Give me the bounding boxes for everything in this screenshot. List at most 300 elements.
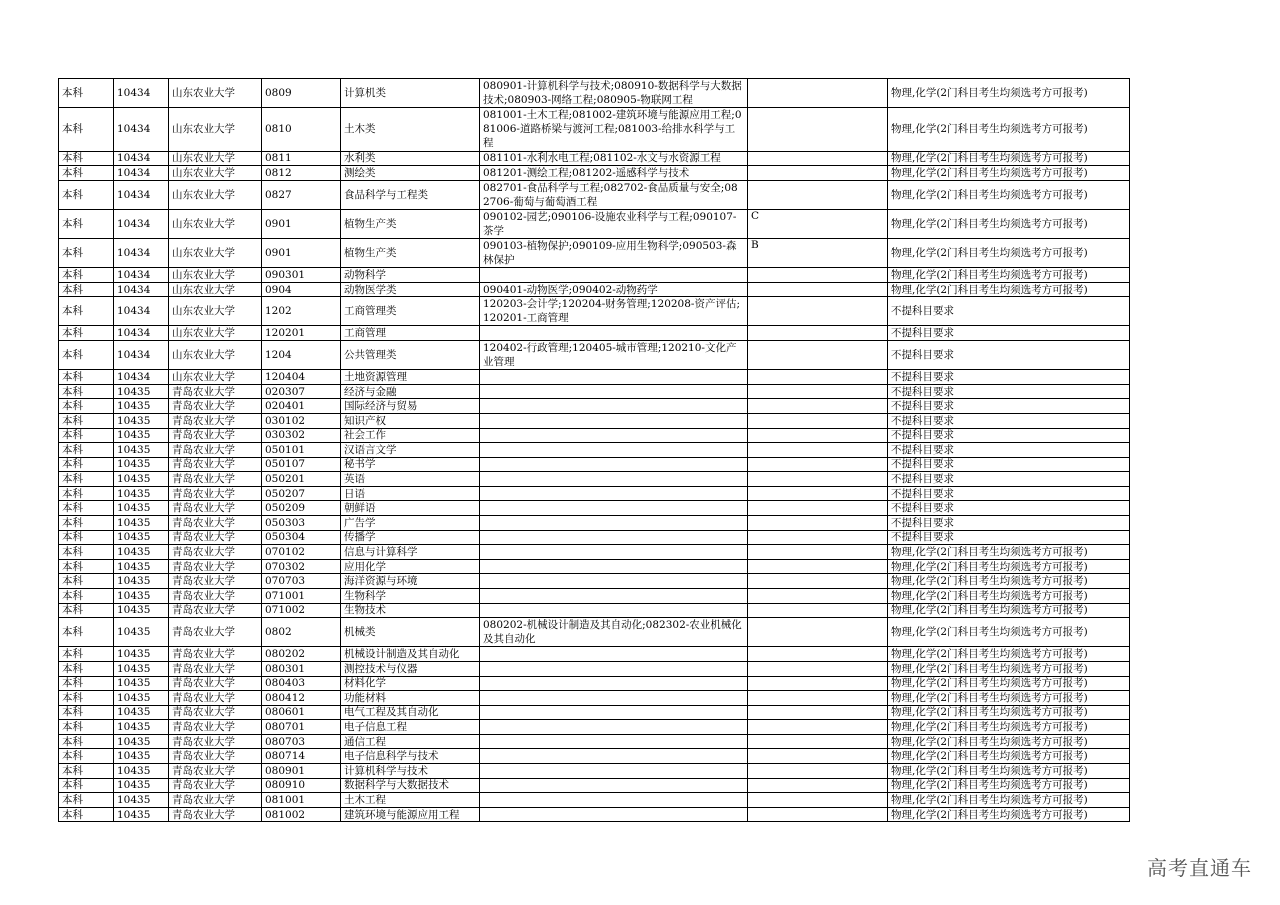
school-name-cell: 青岛农业大学 xyxy=(169,457,262,472)
note-cell xyxy=(748,341,888,370)
school-code-cell: 10435 xyxy=(114,807,169,822)
school-name-cell: 青岛农业大学 xyxy=(169,443,262,458)
level-cell: 本科 xyxy=(59,603,114,618)
school-name-cell: 青岛农业大学 xyxy=(169,413,262,428)
level-cell: 本科 xyxy=(59,282,114,297)
note-cell xyxy=(748,399,888,414)
major-name-cell: 生物技术 xyxy=(341,603,480,618)
major-name-cell: 国际经济与贸易 xyxy=(341,399,480,414)
major-code-cell: 1202 xyxy=(262,297,341,326)
included-majors-cell xyxy=(480,559,748,574)
school-name-cell: 青岛农业大学 xyxy=(169,676,262,691)
level-cell: 本科 xyxy=(59,793,114,808)
major-code-cell: 050304 xyxy=(262,530,341,545)
included-majors-cell: 081101-水利水电工程;081102-水文与水资源工程 xyxy=(480,151,748,166)
table-row xyxy=(59,151,1130,166)
major-code-cell: 020307 xyxy=(262,384,341,399)
subject-requirement-cell: 物理,化学(2门科目考生均须选考方可报考) xyxy=(888,618,1130,647)
subject-requirement-cell: 不提科目要求 xyxy=(888,530,1130,545)
school-code-cell: 10435 xyxy=(114,764,169,779)
school-name-cell: 青岛农业大学 xyxy=(169,486,262,501)
included-majors-cell xyxy=(480,428,748,443)
major-name-cell: 功能材料 xyxy=(341,691,480,706)
school-name-cell: 青岛农业大学 xyxy=(169,428,262,443)
table-row xyxy=(59,705,1130,720)
school-code-cell: 10435 xyxy=(114,778,169,793)
note-cell xyxy=(748,384,888,399)
major-code-cell: 070302 xyxy=(262,559,341,574)
school-name-cell: 青岛农业大学 xyxy=(169,749,262,764)
major-name-cell: 测绘类 xyxy=(341,166,480,181)
table-row xyxy=(59,545,1130,560)
table-row xyxy=(59,370,1130,385)
level-cell: 本科 xyxy=(59,457,114,472)
subject-requirement-cell: 不提科目要求 xyxy=(888,428,1130,443)
level-cell: 本科 xyxy=(59,749,114,764)
included-majors-cell xyxy=(480,749,748,764)
major-code-cell: 081001 xyxy=(262,793,341,808)
school-name-cell: 山东农业大学 xyxy=(169,166,262,181)
level-cell: 本科 xyxy=(59,297,114,326)
level-cell: 本科 xyxy=(59,764,114,779)
subject-requirement-cell: 物理,化学(2门科目考生均须选考方可报考) xyxy=(888,239,1130,268)
included-majors-cell xyxy=(480,778,748,793)
school-name-cell: 青岛农业大学 xyxy=(169,720,262,735)
note-cell xyxy=(748,574,888,589)
major-code-cell: 080202 xyxy=(262,647,341,662)
level-cell: 本科 xyxy=(59,778,114,793)
included-majors-cell xyxy=(480,793,748,808)
subject-requirement-cell: 物理,化学(2门科目考生均须选考方可报考) xyxy=(888,647,1130,662)
note-cell xyxy=(748,749,888,764)
level-cell: 本科 xyxy=(59,428,114,443)
level-cell: 本科 xyxy=(59,79,114,108)
note-cell xyxy=(748,545,888,560)
major-code-cell: 080910 xyxy=(262,778,341,793)
note-cell xyxy=(748,428,888,443)
included-majors-cell: 120402-行政管理;120405-城市管理;120210-文化产业管理 xyxy=(480,341,748,370)
major-code-cell: 080301 xyxy=(262,661,341,676)
included-majors-cell: 080202-机械设计制造及其自动化;082302-农业机械化及其自动化 xyxy=(480,618,748,647)
level-cell: 本科 xyxy=(59,559,114,574)
major-name-cell: 材料化学 xyxy=(341,676,480,691)
included-majors-cell: 090103-植物保护;090109-应用生物科学;090503-森林保护 xyxy=(480,239,748,268)
school-name-cell: 青岛农业大学 xyxy=(169,589,262,604)
table-row xyxy=(59,793,1130,808)
school-code-cell: 10435 xyxy=(114,793,169,808)
level-cell: 本科 xyxy=(59,399,114,414)
note-cell xyxy=(748,501,888,516)
school-code-cell: 10435 xyxy=(114,574,169,589)
note-cell xyxy=(748,589,888,604)
admission-requirements-table xyxy=(58,78,1130,822)
subject-requirement-cell: 不提科目要求 xyxy=(888,384,1130,399)
major-name-cell: 工商管理 xyxy=(341,326,480,341)
table-row xyxy=(59,399,1130,414)
level-cell: 本科 xyxy=(59,413,114,428)
included-majors-cell xyxy=(480,501,748,516)
subject-requirement-cell: 物理,化学(2门科目考生均须选考方可报考) xyxy=(888,559,1130,574)
major-code-cell: 080714 xyxy=(262,749,341,764)
school-name-cell: 青岛农业大学 xyxy=(169,603,262,618)
major-code-cell: 081002 xyxy=(262,807,341,822)
level-cell: 本科 xyxy=(59,618,114,647)
school-name-cell: 青岛农业大学 xyxy=(169,691,262,706)
note-cell xyxy=(748,297,888,326)
major-code-cell: 080412 xyxy=(262,691,341,706)
table-row xyxy=(59,472,1130,487)
level-cell: 本科 xyxy=(59,647,114,662)
major-name-cell: 工商管理类 xyxy=(341,297,480,326)
school-name-cell: 青岛农业大学 xyxy=(169,545,262,560)
note-cell xyxy=(748,720,888,735)
table-row xyxy=(59,268,1130,283)
school-code-cell: 10435 xyxy=(114,516,169,531)
level-cell: 本科 xyxy=(59,530,114,545)
level-cell: 本科 xyxy=(59,443,114,458)
included-majors-cell: 120203-会计学;120204-财务管理;120208-资产评估;120201-工商管理 xyxy=(480,297,748,326)
school-code-cell: 10434 xyxy=(114,166,169,181)
included-majors-cell xyxy=(480,647,748,662)
major-name-cell: 英语 xyxy=(341,472,480,487)
table-row xyxy=(59,676,1130,691)
school-code-cell: 10434 xyxy=(114,209,169,238)
included-majors-cell: 081201-测绘工程;081202-遥感科学与技术 xyxy=(480,166,748,181)
subject-requirement-cell: 不提科目要求 xyxy=(888,370,1130,385)
school-name-cell: 山东农业大学 xyxy=(169,341,262,370)
school-name-cell: 山东农业大学 xyxy=(169,151,262,166)
school-code-cell: 10435 xyxy=(114,603,169,618)
school-name-cell: 山东农业大学 xyxy=(169,239,262,268)
table-row xyxy=(59,79,1130,108)
subject-requirement-cell: 物理,化学(2门科目考生均须选考方可报考) xyxy=(888,676,1130,691)
school-code-cell: 10434 xyxy=(114,239,169,268)
school-code-cell: 10434 xyxy=(114,297,169,326)
major-name-cell: 电子信息工程 xyxy=(341,720,480,735)
note-cell xyxy=(748,647,888,662)
note-cell xyxy=(748,457,888,472)
subject-requirement-cell: 物理,化学(2门科目考生均须选考方可报考) xyxy=(888,268,1130,283)
note-cell xyxy=(748,530,888,545)
included-majors-cell xyxy=(480,516,748,531)
major-name-cell: 动物医学类 xyxy=(341,282,480,297)
major-name-cell: 日语 xyxy=(341,486,480,501)
level-cell: 本科 xyxy=(59,239,114,268)
school-name-cell: 青岛农业大学 xyxy=(169,793,262,808)
school-code-cell: 10435 xyxy=(114,618,169,647)
note-cell xyxy=(748,370,888,385)
included-majors-cell xyxy=(480,486,748,501)
table-row xyxy=(59,749,1130,764)
table-row xyxy=(59,647,1130,662)
major-code-cell: 030302 xyxy=(262,428,341,443)
school-code-cell: 10435 xyxy=(114,486,169,501)
level-cell: 本科 xyxy=(59,676,114,691)
subject-requirement-cell: 物理,化学(2门科目考生均须选考方可报考) xyxy=(888,807,1130,822)
table-row xyxy=(59,413,1130,428)
school-code-cell: 10435 xyxy=(114,720,169,735)
included-majors-cell xyxy=(480,443,748,458)
school-name-cell: 青岛农业大学 xyxy=(169,516,262,531)
included-majors-cell xyxy=(480,691,748,706)
note-cell xyxy=(748,676,888,691)
school-code-cell: 10435 xyxy=(114,384,169,399)
table-row xyxy=(59,691,1130,706)
major-name-cell: 测控技术与仪器 xyxy=(341,661,480,676)
school-code-cell: 10435 xyxy=(114,589,169,604)
major-code-cell: 050107 xyxy=(262,457,341,472)
school-code-cell: 10434 xyxy=(114,108,169,152)
subject-requirement-cell: 物理,化学(2门科目考生均须选考方可报考) xyxy=(888,209,1130,238)
major-name-cell: 建筑环境与能源应用工程 xyxy=(341,807,480,822)
included-majors-cell xyxy=(480,603,748,618)
major-code-cell: 050207 xyxy=(262,486,341,501)
school-code-cell: 10434 xyxy=(114,370,169,385)
included-majors-cell xyxy=(480,545,748,560)
school-name-cell: 山东农业大学 xyxy=(169,268,262,283)
school-name-cell: 青岛农业大学 xyxy=(169,764,262,779)
table-row xyxy=(59,574,1130,589)
included-majors-cell: 080901-计算机科学与技术;080910-数据科学与大数据技术;080903-网络工程;080905-物联网工程 xyxy=(480,79,748,108)
major-name-cell: 传播学 xyxy=(341,530,480,545)
table-row xyxy=(59,282,1130,297)
subject-requirement-cell: 物理,化学(2门科目考生均须选考方可报考) xyxy=(888,79,1130,108)
major-code-cell: 0802 xyxy=(262,618,341,647)
included-majors-cell xyxy=(480,370,748,385)
major-name-cell: 水利类 xyxy=(341,151,480,166)
school-name-cell: 青岛农业大学 xyxy=(169,384,262,399)
major-name-cell: 电气工程及其自动化 xyxy=(341,705,480,720)
major-code-cell: 080701 xyxy=(262,720,341,735)
note-cell xyxy=(748,151,888,166)
table-row xyxy=(59,486,1130,501)
table-row xyxy=(59,326,1130,341)
level-cell: 本科 xyxy=(59,516,114,531)
subject-requirement-cell: 物理,化学(2门科目考生均须选考方可报考) xyxy=(888,734,1130,749)
table-row xyxy=(59,589,1130,604)
school-name-cell: 青岛农业大学 xyxy=(169,647,262,662)
subject-requirement-cell: 物理,化学(2门科目考生均须选考方可报考) xyxy=(888,282,1130,297)
major-name-cell: 土木类 xyxy=(341,108,480,152)
table-row xyxy=(59,457,1130,472)
school-name-cell: 山东农业大学 xyxy=(169,297,262,326)
included-majors-cell: 081001-土木工程;081002-建筑环境与能源应用工程;081006-道路桥梁与渡河工程;081003-给排水科学与工程 xyxy=(480,108,748,152)
included-majors-cell xyxy=(480,268,748,283)
included-majors-cell xyxy=(480,705,748,720)
included-majors-cell xyxy=(480,326,748,341)
major-code-cell: 0811 xyxy=(262,151,341,166)
level-cell: 本科 xyxy=(59,384,114,399)
school-code-cell: 10434 xyxy=(114,79,169,108)
note-cell xyxy=(748,764,888,779)
subject-requirement-cell: 物理,化学(2门科目考生均须选考方可报考) xyxy=(888,589,1130,604)
note-cell xyxy=(748,691,888,706)
note-cell xyxy=(748,778,888,793)
level-cell: 本科 xyxy=(59,268,114,283)
table-row xyxy=(59,720,1130,735)
major-code-cell: 080601 xyxy=(262,705,341,720)
level-cell: 本科 xyxy=(59,734,114,749)
table-row xyxy=(59,603,1130,618)
school-code-cell: 10434 xyxy=(114,341,169,370)
subject-requirement-cell: 不提科目要求 xyxy=(888,457,1130,472)
table-row xyxy=(59,734,1130,749)
level-cell: 本科 xyxy=(59,472,114,487)
included-majors-cell xyxy=(480,384,748,399)
included-majors-cell xyxy=(480,399,748,414)
school-name-cell: 青岛农业大学 xyxy=(169,501,262,516)
note-cell xyxy=(748,603,888,618)
level-cell: 本科 xyxy=(59,691,114,706)
school-code-cell: 10435 xyxy=(114,443,169,458)
level-cell: 本科 xyxy=(59,720,114,735)
school-name-cell: 青岛农业大学 xyxy=(169,661,262,676)
school-code-cell: 10435 xyxy=(114,545,169,560)
school-name-cell: 青岛农业大学 xyxy=(169,530,262,545)
school-code-cell: 10434 xyxy=(114,180,169,209)
major-code-cell: 080403 xyxy=(262,676,341,691)
major-code-cell: 020401 xyxy=(262,399,341,414)
table-row xyxy=(59,778,1130,793)
included-majors-cell xyxy=(480,413,748,428)
school-name-cell: 青岛农业大学 xyxy=(169,618,262,647)
table-row xyxy=(59,501,1130,516)
table-row xyxy=(59,559,1130,574)
subject-requirement-cell: 物理,化学(2门科目考生均须选考方可报考) xyxy=(888,545,1130,560)
subject-requirement-cell: 不提科目要求 xyxy=(888,486,1130,501)
subject-requirement-cell: 物理,化学(2门科目考生均须选考方可报考) xyxy=(888,778,1130,793)
major-code-cell: 0901 xyxy=(262,239,341,268)
school-name-cell: 青岛农业大学 xyxy=(169,559,262,574)
subject-requirement-cell: 物理,化学(2门科目考生均须选考方可报考) xyxy=(888,180,1130,209)
included-majors-cell xyxy=(480,457,748,472)
subject-requirement-cell: 不提科目要求 xyxy=(888,413,1130,428)
major-name-cell: 计算机科学与技术 xyxy=(341,764,480,779)
major-name-cell: 电子信息科学与技术 xyxy=(341,749,480,764)
table-body xyxy=(59,79,1130,822)
major-name-cell: 数据科学与大数据技术 xyxy=(341,778,480,793)
subject-requirement-cell: 不提科目要求 xyxy=(888,399,1130,414)
level-cell: 本科 xyxy=(59,180,114,209)
major-code-cell: 071001 xyxy=(262,589,341,604)
note-cell xyxy=(748,108,888,152)
major-code-cell: 120201 xyxy=(262,326,341,341)
subject-requirement-cell: 物理,化学(2门科目考生均须选考方可报考) xyxy=(888,749,1130,764)
subject-requirement-cell: 不提科目要求 xyxy=(888,472,1130,487)
table-row xyxy=(59,807,1130,822)
major-code-cell: 030102 xyxy=(262,413,341,428)
school-code-cell: 10435 xyxy=(114,705,169,720)
school-name-cell: 山东农业大学 xyxy=(169,108,262,152)
table-row xyxy=(59,239,1130,268)
note-cell xyxy=(748,166,888,181)
note-cell xyxy=(748,472,888,487)
major-code-cell: 0809 xyxy=(262,79,341,108)
major-code-cell: 070703 xyxy=(262,574,341,589)
major-name-cell: 机械设计制造及其自动化 xyxy=(341,647,480,662)
school-code-cell: 10435 xyxy=(114,530,169,545)
note-cell xyxy=(748,559,888,574)
major-code-cell: 050201 xyxy=(262,472,341,487)
school-code-cell: 10434 xyxy=(114,151,169,166)
note-cell xyxy=(748,705,888,720)
school-code-cell: 10435 xyxy=(114,428,169,443)
major-name-cell: 土木工程 xyxy=(341,793,480,808)
table-row xyxy=(59,530,1130,545)
major-name-cell: 植物生产类 xyxy=(341,209,480,238)
school-name-cell: 山东农业大学 xyxy=(169,180,262,209)
subject-requirement-cell: 物理,化学(2门科目考生均须选考方可报考) xyxy=(888,705,1130,720)
major-code-cell: 0904 xyxy=(262,282,341,297)
level-cell: 本科 xyxy=(59,705,114,720)
table-row xyxy=(59,764,1130,779)
note-cell xyxy=(748,326,888,341)
subject-requirement-cell: 不提科目要求 xyxy=(888,443,1130,458)
school-code-cell: 10434 xyxy=(114,282,169,297)
included-majors-cell xyxy=(480,764,748,779)
subject-requirement-cell: 不提科目要求 xyxy=(888,501,1130,516)
major-name-cell: 土地资源管理 xyxy=(341,370,480,385)
subject-requirement-cell: 物理,化学(2门科目考生均须选考方可报考) xyxy=(888,151,1130,166)
major-name-cell: 公共管理类 xyxy=(341,341,480,370)
school-name-cell: 山东农业大学 xyxy=(169,326,262,341)
table-row xyxy=(59,166,1130,181)
level-cell: 本科 xyxy=(59,326,114,341)
table-row xyxy=(59,209,1130,238)
school-name-cell: 青岛农业大学 xyxy=(169,472,262,487)
included-majors-cell xyxy=(480,472,748,487)
school-name-cell: 青岛农业大学 xyxy=(169,734,262,749)
subject-requirement-cell: 不提科目要求 xyxy=(888,297,1130,326)
table-row xyxy=(59,618,1130,647)
major-name-cell: 信息与计算科学 xyxy=(341,545,480,560)
note-cell xyxy=(748,486,888,501)
subject-requirement-cell: 物理,化学(2门科目考生均须选考方可报考) xyxy=(888,603,1130,618)
included-majors-cell: 082701-食品科学与工程;082702-食品质量与安全;082706-葡萄与葡萄酒工程 xyxy=(480,180,748,209)
note-cell xyxy=(748,443,888,458)
included-majors-cell xyxy=(480,661,748,676)
included-majors-cell xyxy=(480,720,748,735)
school-name-cell: 青岛农业大学 xyxy=(169,399,262,414)
included-majors-cell xyxy=(480,574,748,589)
level-cell: 本科 xyxy=(59,589,114,604)
table-row xyxy=(59,341,1130,370)
major-code-cell: 080703 xyxy=(262,734,341,749)
major-code-cell: 0901 xyxy=(262,209,341,238)
included-majors-cell xyxy=(480,589,748,604)
major-name-cell: 植物生产类 xyxy=(341,239,480,268)
school-code-cell: 10435 xyxy=(114,749,169,764)
subject-requirement-cell: 不提科目要求 xyxy=(888,326,1130,341)
school-name-cell: 青岛农业大学 xyxy=(169,705,262,720)
level-cell: 本科 xyxy=(59,807,114,822)
major-name-cell: 朝鲜语 xyxy=(341,501,480,516)
note-cell: C xyxy=(748,209,888,238)
subject-requirement-cell: 物理,化学(2门科目考生均须选考方可报考) xyxy=(888,108,1130,152)
school-name-cell: 山东农业大学 xyxy=(169,79,262,108)
major-name-cell: 海洋资源与环境 xyxy=(341,574,480,589)
major-code-cell: 0827 xyxy=(262,180,341,209)
school-name-cell: 青岛农业大学 xyxy=(169,574,262,589)
table-row xyxy=(59,428,1130,443)
note-cell xyxy=(748,661,888,676)
subject-requirement-cell: 物理,化学(2门科目考生均须选考方可报考) xyxy=(888,793,1130,808)
school-code-cell: 10434 xyxy=(114,268,169,283)
table-row xyxy=(59,443,1130,458)
watermark-text: 高考直通车 xyxy=(1147,856,1252,880)
major-code-cell: 050101 xyxy=(262,443,341,458)
note-cell xyxy=(748,413,888,428)
